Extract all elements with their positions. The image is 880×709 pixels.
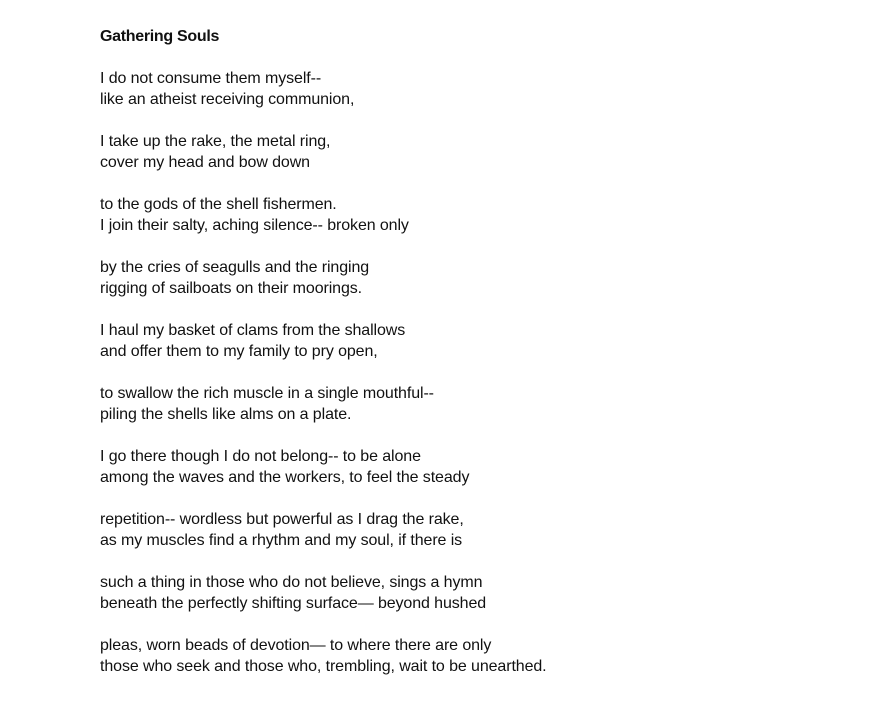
stanza <box>100 131 860 173</box>
stanza <box>100 68 860 110</box>
stanza <box>100 446 860 488</box>
poem-line: pleas, worn beads of devotion— to where there are only <box>100 637 492 654</box>
poem-line: to swallow the rich muscle in a single mouthful-- <box>100 385 434 402</box>
poem-title: Gathering Souls <box>100 28 220 45</box>
poem-line: and offer them to my family to pry open, <box>100 343 378 360</box>
poem-line: rigging of sailboats on their moorings. <box>100 280 363 297</box>
poem-line: beneath the perfectly shifting surface— beyond hushed <box>100 595 487 612</box>
poem-line: I take up the rake, the metal ring, <box>100 133 331 150</box>
stanza <box>100 320 860 362</box>
stanza <box>100 509 860 551</box>
stanza <box>100 635 860 677</box>
stanza <box>100 383 860 425</box>
document-page <box>100 26 860 698</box>
poem-line: I go there though I do not belong-- to be alone <box>100 448 421 465</box>
poem-line: by the cries of seagulls and the ringing <box>100 259 370 276</box>
poem-line: like an atheist receiving communion, <box>100 91 355 108</box>
poem-line: among the waves and the workers, to feel the steady <box>100 469 470 486</box>
poem-line: I haul my basket of clams from the shallows <box>100 322 406 339</box>
stanza <box>100 194 860 236</box>
poem-line: those who seek and those who, trembling, wait to be unearthed. <box>100 658 547 675</box>
poem-line: such a thing in those who do not believe, sings a hymn <box>100 574 483 591</box>
poem-line: I do not consume them myself-- <box>100 70 322 87</box>
stanza <box>100 572 860 614</box>
poem-line: piling the shells like alms on a plate. <box>100 406 352 423</box>
poem-line: as my muscles find a rhythm and my soul, if there is <box>100 532 463 549</box>
stanza <box>100 257 860 299</box>
poem-line: to the gods of the shell fishermen. <box>100 196 337 213</box>
poem-line: cover my head and bow down <box>100 154 310 171</box>
poem-line: repetition-- wordless but powerful as I drag the rake, <box>100 511 464 528</box>
poem-line: I join their salty, aching silence-- broken only <box>100 217 409 234</box>
